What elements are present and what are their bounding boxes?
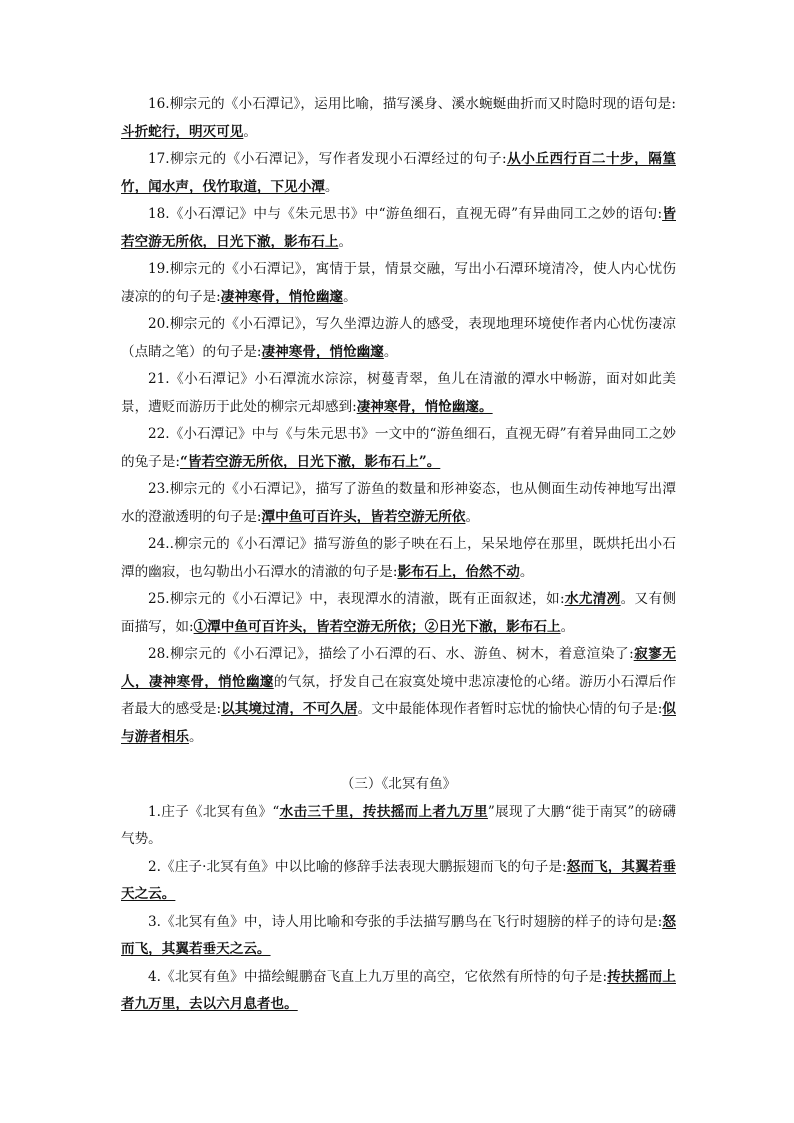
answer: ①潭中鱼可百许头，皆若空游无所依；②日光下澈，影布石上 [193, 618, 561, 635]
answer: 从小丘西行百二十步，隔篁竹，闻水声，伐竹取道，下见小潭 [121, 151, 676, 195]
answer: “皆若空游无所依，日光下澈，影布石上”。 [179, 453, 441, 470]
answer: 凄神寒骨，悄怆幽邃。 [356, 398, 493, 415]
question-21: 21.《小石潭记》小石潭流水淙淙，树蔓青翠，鱼儿在清澈的潭水中畅游，面对如此美景，遭贬而游历于此处的柳宗元却感到:凄神寒骨，悄怆幽邃。 [121, 371, 676, 415]
question-2: 2.《庄子·北冥有鱼》中以比喻的修辞手法表现大鹏振翅而飞的句子是:怒而飞，其翼若垂天之云。 [121, 858, 677, 902]
question-22: 22.《小石潭记》中与《与朱元思书》一文中的“游鱼细石，直视无碍”有着异曲同工之妙的兔子是:“皆若空游无所依，日光下澈，影布石上”。 [121, 426, 676, 470]
question-19: 19.柳宗元的《小石潭记》，寓情于景，情景交融，写出小石潭环境清冷，使人内心忧伤凄凉的的句子是:凄神寒骨，悄怆幽邃。 [121, 261, 676, 305]
question-3: 3.《北冥有鱼》中，诗人用比喻和夸张的手法描写鹏鸟在飞行时翅膀的样子的诗句是:怒而飞，其翼若垂天之云。 [121, 913, 676, 957]
question-28: 28.柳宗元的《小石潭记》，描绘了小石潭的石、水、游鱼、树木，着意渲染了:寂寥无人，凄神寒骨，悄怆幽邃的气氛，抒发自己在寂寞处境中悲凉凄怆的心绪。游历小石潭后作者最大的感受是:以其境过清，不可久居。文中最能体现作者暂时忘忧的愉快心情的句子是:似与游者相乐。 [121, 646, 677, 745]
answer: 皆若空游无所依，日光下澈，影布石上 [121, 206, 676, 250]
question-16: 16.柳宗元的《小石潭记》，运用比喻，描写溪身、溪水蜿蜒曲折而又时隐时现的语句是:斗折蛇行，明灭可见。 [121, 96, 676, 140]
answer: 影布石上，佁然不动 [397, 563, 520, 580]
answer: 水尤清冽 [564, 591, 621, 607]
question-4: 4.《北冥有鱼》中描绘鲲鹏奋飞直上九万里的高空，它依然有所恃的句子是:抟扶摇而上者九万里，去以六月息者也。 [121, 968, 676, 1012]
answer: 似与游者相乐 [121, 701, 676, 745]
answer: 怒而飞，其翼若垂天之云。 [121, 858, 677, 902]
question-18: 18.《小石潭记》中与《朱元思书》中“游鱼细石，直视无碍”有异曲同工之妙的语句:皆若空游无所依，日光下澈，影布石上。 [121, 206, 676, 250]
answer: 抟扶摇而上者九万里，去以六月息者也。 [121, 968, 676, 1012]
answer: 凄神寒骨，悄怆幽邃 [220, 288, 344, 305]
answer: 寂寥无人，凄神寒骨，悄怆幽邃 [121, 646, 676, 690]
document-content [121, 91, 676, 1019]
question-20: 20.柳宗元的《小石潭记》，写久坐潭边游人的感受，表现地理环境使作者内心忧伤凄凉（点睛之笔）的句子是:凄神寒骨，悄怆幽邃。 [121, 316, 676, 360]
answer: 水击三千里，抟扶摇而上者九万里 [279, 803, 488, 820]
answer: 斗折蛇行，明灭可见 [121, 123, 244, 140]
question-23: 23.柳宗元的《小石潭记》，描写了游鱼的数量和形神姿态，也从侧面生动传神地写出潭水的澄澈透明的句子是:潭中鱼可百许头，皆若空游无所依。 [121, 481, 676, 525]
section-title: （三）《北冥有鱼》 [340, 776, 457, 792]
question-17: 17.柳宗元的《小石潭记》，写作者发现小石潭经过的句子:从小丘西行百二十步，隔篁竹，闻水声，伐竹取道，下见小潭。 [121, 151, 676, 195]
answer: 以其境过清，不可久居 [221, 701, 358, 717]
answer: 怒而飞，其翼若垂天之云。 [121, 913, 676, 957]
question-25: 25.柳宗元的《小石潭记》中，表现潭水的清澈，既有正面叙述，如:水尤清冽。又有侧面描写，如:①潭中鱼可百许头，皆若空游无所依；②日光下澈，影布石上。 [121, 591, 677, 635]
answer: 潭中鱼可百许头，皆若空游无所依 [261, 508, 466, 525]
answer: 凄神寒骨，悄怆幽邃 [261, 343, 384, 360]
question-24: 24..柳宗元的《小石潭记》描写游鱼的影子映在石上，呆呆地停在那里，既烘托出小石潭的幽寂，也勾勒出小石潭水的清澈的句子是:影布石上，佁然不动。 [121, 536, 676, 580]
question-1: 1.庄子《北冥有鱼》“水击三千里，抟扶摇而上者九万里”展现了大鹏“徙于南冥”的磅礴气势。 [121, 803, 677, 847]
